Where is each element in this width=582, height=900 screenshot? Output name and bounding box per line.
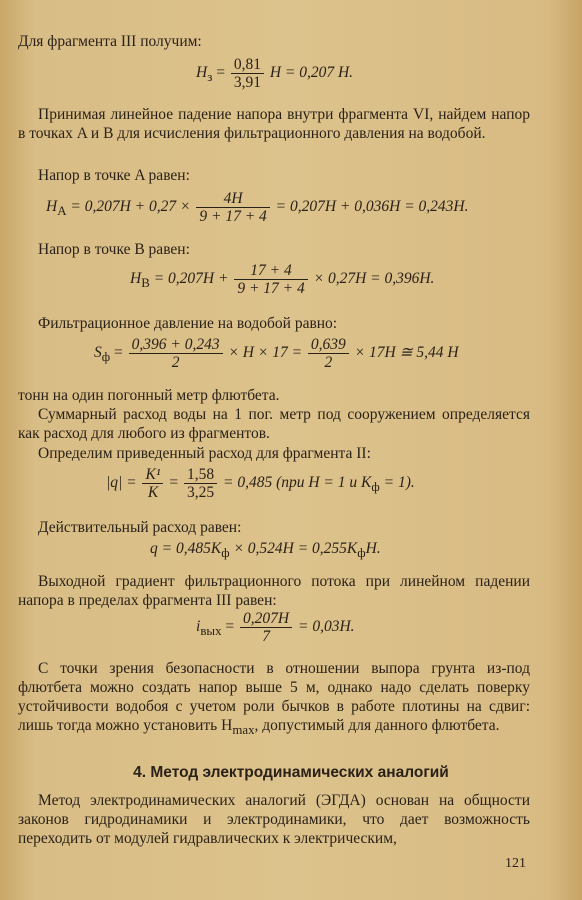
para-egda: Метод электродинамических аналогий (ЭГДА) основан на общности законов гидродинамики и электродинамики, что дает возможность переходить от модулей гидравлических к электрическим,	[18, 792, 530, 847]
formula-sf: $S_ф$ = $\frac{0,396 + 0,243}{2}$ × H × 17 = $\frac{0,639}{2}$ × 17H ≅ 5,44 H	[94, 336, 459, 371]
formula-i-exit: $i_{вых}$ = $\frac{0,207H}{7}$ = 0,03H.	[196, 610, 355, 645]
para-filtration-pressure: Фильтрационное давление на водобой равно:	[38, 315, 338, 332]
para-safety: С точки зрения безопасности в отношении выпора грунта из-под флютбета можно создать напор выше 5 м, однако надо сделать поверку устойчивости водобоя с учетом роли бычков в работе плотины на сдвиг: лишь тогда можно установить $H_{max}$, допустимый для данного флютбета.	[18, 660, 530, 738]
para-linear-drop: Принимая линейное падение напора внутри фрагмента VI, найдем напор в точках A и B для исчисления фильтрационного давления на водобой.	[18, 106, 530, 142]
page-number: 121	[505, 856, 526, 871]
para-point-b: Напор в точке B равен:	[38, 241, 190, 258]
formula-h3: $H_з$ = $\frac{0,81}{3,91}$ H = 0,207 H.	[196, 56, 354, 91]
para-reduced-flow: Определим приведенный расход для фрагмента II:	[38, 445, 371, 462]
para-point-a: Напор в точке A равен:	[38, 167, 190, 184]
formula-q-actual: $q = 0,485K_ф \times 0,524H = 0,255K_фH$.	[150, 540, 381, 561]
para-actual-flow: Действительный расход равен:	[38, 519, 242, 536]
para-tons: тонн на один погонный метр флютбета.	[18, 387, 280, 404]
para-total-flow: Суммарный расход воды на 1 пог. метр под сооружением определяется как расход для любого из фрагментов.	[18, 406, 530, 442]
formula-ha: $H_A = 0,207H + 0,27$ × $\frac{4H}{9 + 17 + 4}$ = 0,207H + 0,036H = 0,243H.	[46, 190, 469, 225]
formula-q-reduced: |q| = $\frac{\text{K¹}}{K}$ = $\frac{1,58}{3,25}$ = 0,485 (при H = 1 и $K_ф = 1$).	[106, 466, 415, 501]
para-exit-gradient: Выходной градиент фильтрационного потока при линейном падении напора в пределах фрагмента III равен:	[18, 573, 530, 609]
formula-hb: $H_B = 0,207H$ + $\frac{17 + 4}{9 + 17 + 4}$ × 0,27H = 0,396H.	[130, 262, 435, 297]
para-fragment-iii: Для фрагмента III получим:	[18, 33, 202, 50]
section-heading: 4. Метод электродинамических аналогий	[133, 764, 449, 781]
